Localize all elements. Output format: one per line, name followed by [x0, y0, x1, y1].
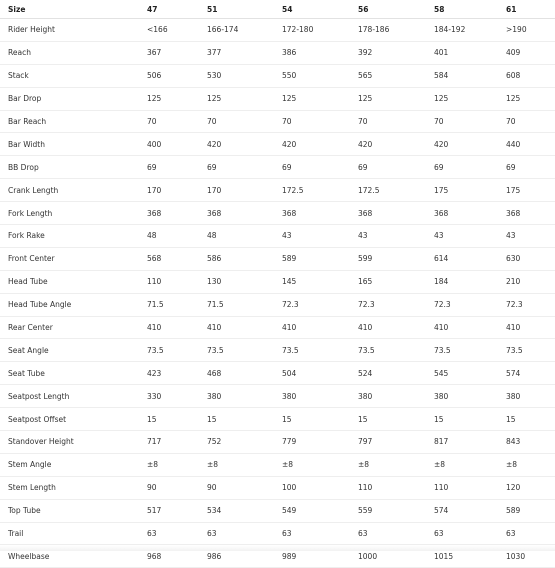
table-cell: 70: [426, 110, 498, 133]
table-cell: ±8: [426, 453, 498, 476]
column-header-2: 51: [199, 0, 274, 19]
table-cell: 549: [274, 499, 350, 522]
table-cell: 550: [274, 64, 350, 87]
table-row: [0, 179, 555, 202]
row-label: Head Tube: [0, 270, 139, 293]
column-header-size: Size: [0, 0, 139, 19]
table-cell: 43: [274, 225, 350, 248]
table-cell: 409: [498, 41, 555, 64]
table-cell: 110: [139, 270, 199, 293]
column-header-5: 58: [426, 0, 498, 19]
table-cell: 73.5: [498, 339, 555, 362]
table-cell: 69: [199, 156, 274, 179]
table-cell: 70: [199, 110, 274, 133]
table-row: [0, 316, 555, 339]
table-row: [0, 87, 555, 110]
table-cell: 423: [139, 362, 199, 385]
table-cell: 110: [426, 476, 498, 499]
table-cell: 178-186: [350, 19, 426, 42]
table-cell: 608: [498, 64, 555, 87]
table-row: [0, 156, 555, 179]
table-cell: 368: [199, 202, 274, 225]
table-cell: 100: [274, 476, 350, 499]
table-cell: 63: [274, 522, 350, 545]
table-cell: 72.3: [274, 293, 350, 316]
table-row: [0, 408, 555, 431]
table-cell: 968: [139, 545, 199, 568]
table-cell: <166: [139, 19, 199, 42]
table-cell: 69: [274, 156, 350, 179]
table-cell: ±8: [274, 453, 350, 476]
table-cell: 125: [274, 87, 350, 110]
column-header-3: 54: [274, 0, 350, 19]
table-cell: 986: [199, 545, 274, 568]
table-cell: 545: [426, 362, 498, 385]
table-cell: 377: [199, 41, 274, 64]
table-header: [0, 0, 555, 19]
table-cell: 15: [139, 408, 199, 431]
table-cell: 70: [139, 110, 199, 133]
table-cell: 420: [274, 133, 350, 156]
table-cell: 172-180: [274, 19, 350, 42]
table-cell: 125: [199, 87, 274, 110]
table-cell: 72.3: [350, 293, 426, 316]
row-label: Seatpost Length: [0, 385, 139, 408]
table-cell: 71.5: [139, 293, 199, 316]
table-cell: 15: [350, 408, 426, 431]
table-row: [0, 499, 555, 522]
table-cell: 70: [498, 110, 555, 133]
table-cell: 63: [139, 522, 199, 545]
table-cell: 63: [498, 522, 555, 545]
row-label: Rider Height: [0, 19, 139, 42]
table-cell: 70: [350, 110, 426, 133]
table-cell: 368: [498, 202, 555, 225]
table-cell: ±8: [199, 453, 274, 476]
row-label: Fork Length: [0, 202, 139, 225]
table-cell: 468: [199, 362, 274, 385]
table-cell: 73.5: [139, 339, 199, 362]
table-row: [0, 64, 555, 87]
table-cell: 599: [350, 247, 426, 270]
table-row: [0, 247, 555, 270]
table-cell: 90: [199, 476, 274, 499]
table-cell: 410: [350, 316, 426, 339]
table-cell: 73.5: [199, 339, 274, 362]
table-cell: 125: [139, 87, 199, 110]
table-cell: 584: [426, 64, 498, 87]
column-header-6: 61: [498, 0, 555, 19]
table-cell: 410: [139, 316, 199, 339]
table-cell: 392: [350, 41, 426, 64]
table-cell: 125: [498, 87, 555, 110]
row-label: Wheelbase: [0, 545, 139, 568]
table-cell: 71.5: [199, 293, 274, 316]
table-row: [0, 453, 555, 476]
table-cell: 15: [426, 408, 498, 431]
table-cell: 125: [426, 87, 498, 110]
table-cell: 170: [199, 179, 274, 202]
table-cell: 69: [139, 156, 199, 179]
table-cell: 172.5: [350, 179, 426, 202]
table-cell: ±8: [139, 453, 199, 476]
row-label: Stack: [0, 64, 139, 87]
table-row: [0, 431, 555, 454]
table-cell: 130: [199, 270, 274, 293]
table-cell: 380: [498, 385, 555, 408]
row-label: BB Drop: [0, 156, 139, 179]
table-cell: 145: [274, 270, 350, 293]
table-cell: 120: [498, 476, 555, 499]
table-cell: 15: [274, 408, 350, 431]
table-row: [0, 362, 555, 385]
table-cell: 73.5: [350, 339, 426, 362]
table-cell: 166-174: [199, 19, 274, 42]
table-cell: 817: [426, 431, 498, 454]
table-cell: 410: [426, 316, 498, 339]
table-cell: 125: [350, 87, 426, 110]
table-cell: 43: [350, 225, 426, 248]
table-cell: 1015: [426, 545, 498, 568]
table-cell: 170: [139, 179, 199, 202]
table-cell: ±8: [498, 453, 555, 476]
table-cell: 63: [199, 522, 274, 545]
table-cell: 420: [199, 133, 274, 156]
table-cell: 368: [139, 202, 199, 225]
table-cell: 368: [350, 202, 426, 225]
table-cell: 380: [199, 385, 274, 408]
table-row: [0, 476, 555, 499]
table-cell: 1000: [350, 545, 426, 568]
table-cell: 410: [274, 316, 350, 339]
table-cell: 410: [199, 316, 274, 339]
table-cell: 400: [139, 133, 199, 156]
table-cell: 614: [426, 247, 498, 270]
table-cell: 559: [350, 499, 426, 522]
row-label: Standover Height: [0, 431, 139, 454]
table-cell: 110: [350, 476, 426, 499]
table-cell: 797: [350, 431, 426, 454]
table-row: [0, 133, 555, 156]
table-cell: 175: [498, 179, 555, 202]
table-cell: 524: [350, 362, 426, 385]
table-cell: 574: [498, 362, 555, 385]
table-row: [0, 19, 555, 42]
row-label: Seatpost Offset: [0, 408, 139, 431]
table-cell: 410: [498, 316, 555, 339]
table-cell: 368: [426, 202, 498, 225]
table-cell: 73.5: [426, 339, 498, 362]
table-cell: 506: [139, 64, 199, 87]
table-cell: 175: [426, 179, 498, 202]
bottom-fade: [0, 545, 555, 551]
row-label: Stem Angle: [0, 453, 139, 476]
table-cell: 90: [139, 476, 199, 499]
table-cell: 63: [350, 522, 426, 545]
table-cell: 184: [426, 270, 498, 293]
row-label: Bar Width: [0, 133, 139, 156]
table-cell: 367: [139, 41, 199, 64]
table-cell: 73.5: [274, 339, 350, 362]
table-body: [0, 19, 555, 568]
table-cell: 504: [274, 362, 350, 385]
table-cell: 330: [139, 385, 199, 408]
table-row: [0, 385, 555, 408]
table-cell: 401: [426, 41, 498, 64]
table-cell: 420: [426, 133, 498, 156]
table-cell: 420: [350, 133, 426, 156]
table-cell: 70: [274, 110, 350, 133]
table-cell: 534: [199, 499, 274, 522]
table-cell: 15: [199, 408, 274, 431]
table-cell: ±8: [350, 453, 426, 476]
table-cell: 530: [199, 64, 274, 87]
column-header-1: 47: [139, 0, 199, 19]
table-row: [0, 202, 555, 225]
table-cell: 15: [498, 408, 555, 431]
row-label: Crank Length: [0, 179, 139, 202]
table-row: [0, 110, 555, 133]
row-label: Trail: [0, 522, 139, 545]
row-label: Bar Drop: [0, 87, 139, 110]
row-label: Reach: [0, 41, 139, 64]
table-row: [0, 522, 555, 545]
table-cell: 630: [498, 247, 555, 270]
table-cell: 565: [350, 64, 426, 87]
table-cell: 184-192: [426, 19, 498, 42]
row-label: Stem Length: [0, 476, 139, 499]
table-cell: 586: [199, 247, 274, 270]
table-cell: 589: [498, 499, 555, 522]
row-label: Head Tube Angle: [0, 293, 139, 316]
row-label: Fork Rake: [0, 225, 139, 248]
table-row: [0, 270, 555, 293]
table-cell: 69: [498, 156, 555, 179]
row-label: Front Center: [0, 247, 139, 270]
table-cell: 165: [350, 270, 426, 293]
table-cell: 517: [139, 499, 199, 522]
table-cell: 63: [426, 522, 498, 545]
table-cell: 380: [274, 385, 350, 408]
table-cell: 72.3: [426, 293, 498, 316]
row-label: Seat Angle: [0, 339, 139, 362]
table-cell: 386: [274, 41, 350, 64]
row-label: Bar Reach: [0, 110, 139, 133]
row-label: Seat Tube: [0, 362, 139, 385]
table-row: [0, 41, 555, 64]
table-cell: 574: [426, 499, 498, 522]
table-cell: 717: [139, 431, 199, 454]
row-label: Rear Center: [0, 316, 139, 339]
table-row: [0, 225, 555, 248]
row-label: Top Tube: [0, 499, 139, 522]
header-row: [0, 0, 555, 19]
column-header-4: 56: [350, 0, 426, 19]
table-cell: 48: [139, 225, 199, 248]
table-cell: 368: [274, 202, 350, 225]
table-cell: 172.5: [274, 179, 350, 202]
table-row: [0, 339, 555, 362]
table-cell: 380: [350, 385, 426, 408]
table-cell: 752: [199, 431, 274, 454]
table-cell: 210: [498, 270, 555, 293]
table-cell: 568: [139, 247, 199, 270]
table-cell: 43: [426, 225, 498, 248]
table-cell: 843: [498, 431, 555, 454]
table-cell: 779: [274, 431, 350, 454]
table-cell: 43: [498, 225, 555, 248]
table-cell: 440: [498, 133, 555, 156]
table-cell: >190: [498, 19, 555, 42]
table-row: [0, 293, 555, 316]
table-cell: 380: [426, 385, 498, 408]
table-cell: 989: [274, 545, 350, 568]
table-cell: 69: [350, 156, 426, 179]
table-cell: 1030: [498, 545, 555, 568]
table-cell: 72.3: [498, 293, 555, 316]
table-cell: 48: [199, 225, 274, 248]
table-cell: 69: [426, 156, 498, 179]
table-cell: 589: [274, 247, 350, 270]
